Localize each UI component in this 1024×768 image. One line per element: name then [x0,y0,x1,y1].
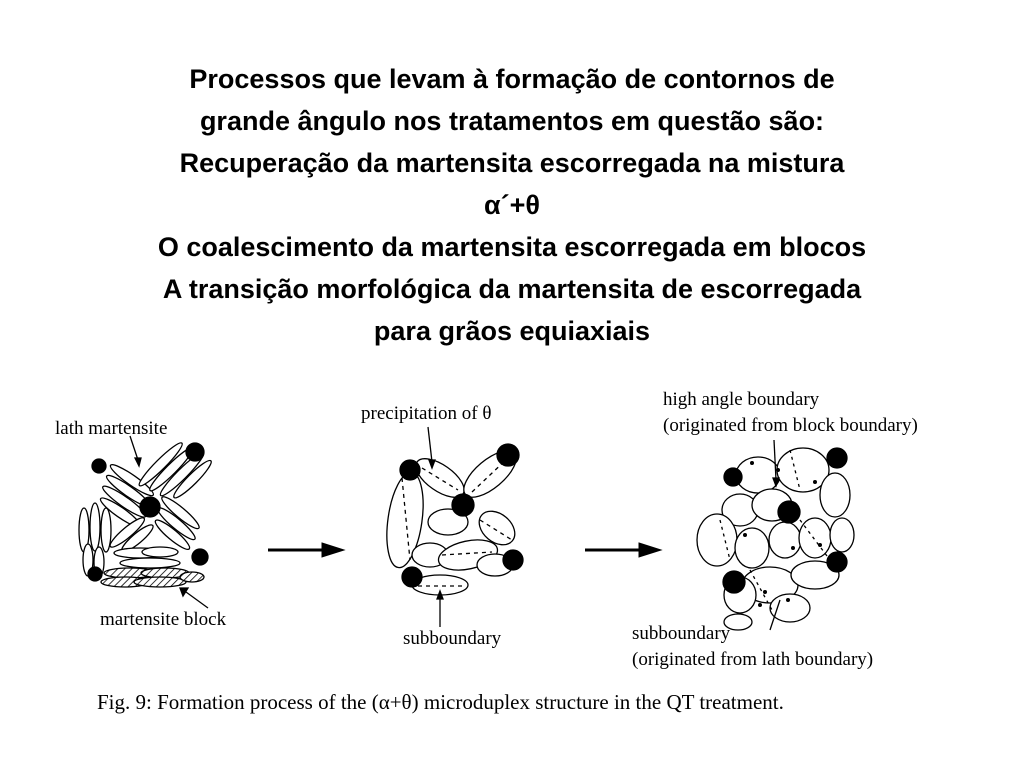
title-line-3: Recuperação da martensita escorregada na mistura [179,148,845,178]
title-line-1: Processos que levam à formação de contornos de [189,64,835,94]
process-arrow-1 [268,543,344,557]
figure-caption: Fig. 9: Formation process of the (α+θ) microduplex structure in the QT treatment. [97,690,784,714]
title-line-6: A transição morfológica da martensita de escorregada [162,274,862,304]
title-line-2: grande ângulo nos tratamentos em questão são: [199,106,825,136]
label-lath-martensite: lath martensite [55,418,168,439]
label-subboundary-origin: (originated from lath boundary) [632,649,874,670]
label-martensite-block: martensite block [100,609,227,630]
process-arrow-2 [585,543,661,557]
title-line-5: O coalescimento da martensita escorregada em blocos [157,232,867,262]
stage2-precipitation [381,443,523,595]
label-high-angle-origin: (originated from block boundary) [663,415,918,436]
label-subboundary-stage3: subboundary [632,623,731,644]
stage1-lath-martensite [79,434,214,587]
title-line-4: α´+θ [484,190,540,220]
title-line-7: para grãos equiaxiais [373,316,651,346]
label-subboundary-stage2: subboundary [403,628,502,649]
label-precipitation-theta: precipitation of θ [361,403,492,424]
label-high-angle-boundary: high angle boundary [663,389,820,410]
